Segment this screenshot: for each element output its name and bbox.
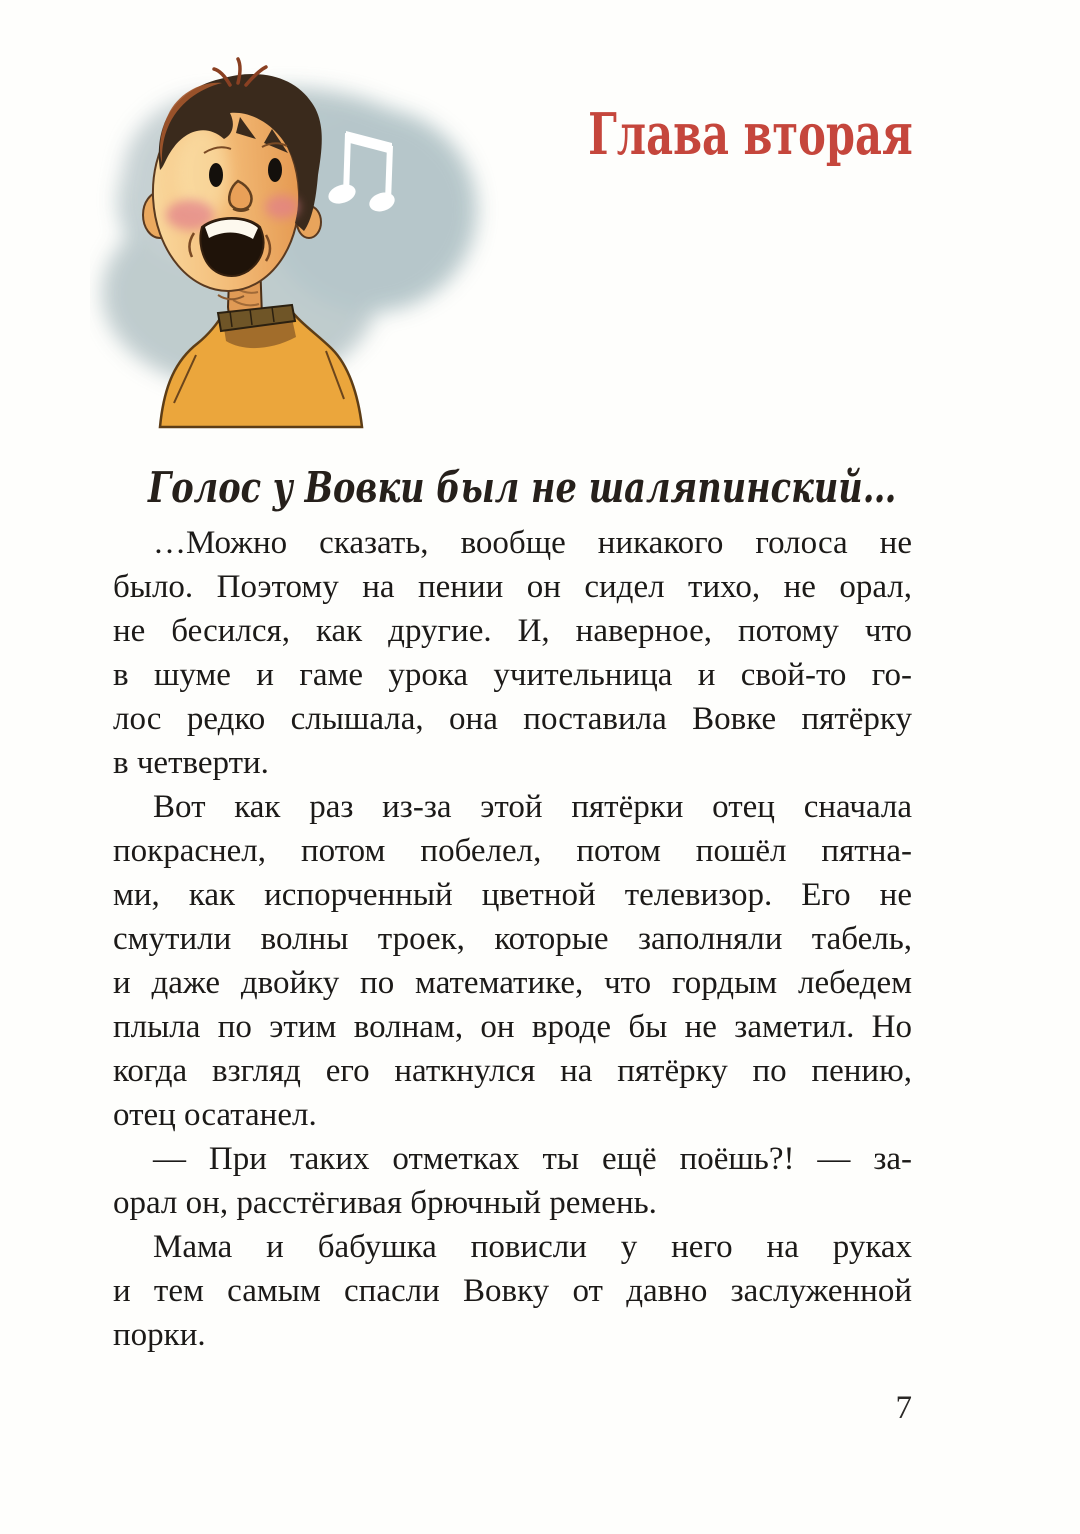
handwritten-subtitle: Голос у Вовки был не шаляпинский… xyxy=(148,463,897,512)
text-line: и даже двойку по математике, что гордым лебедем xyxy=(113,965,912,1001)
text-line: ми, как испорченный цветной телевизор. Его не xyxy=(113,877,912,913)
text-line: плыла по этим волнам, он вроде бы не заметил. Но xyxy=(113,1009,912,1045)
body-text xyxy=(113,521,912,1357)
text-line: покраснел, потом побелел, потом пошёл пятна- xyxy=(113,833,912,869)
paragraph xyxy=(113,1137,912,1225)
page-number: 7 xyxy=(895,1390,912,1426)
text-line: Мама и бабушка повисли у него на руках xyxy=(153,1229,912,1265)
paragraph xyxy=(113,785,912,1137)
text-line: отец осатанел. xyxy=(113,1097,317,1133)
text-line: — При таких отметках ты ещё поёшь?! — за- xyxy=(153,1141,912,1177)
text-line: было. Поэтому на пении он сидел тихо, не орал, xyxy=(113,569,912,605)
text-line: в четверти. xyxy=(113,745,269,781)
singing-boy-illustration xyxy=(90,55,530,430)
text-line: и тем самым спасли Вовку от давно заслуженной xyxy=(113,1273,912,1309)
text-line: …Можно сказать, вообще никакого голоса не xyxy=(153,525,912,561)
chapter-title: Глава вторая xyxy=(588,101,913,168)
text-line: не бесился, как другие. И, наверное, потому что xyxy=(113,613,912,649)
paragraph xyxy=(113,1225,912,1357)
text-line: орал он, расстёгивая брючный ремень. xyxy=(113,1185,657,1221)
paragraph xyxy=(113,521,912,785)
text-line: в шуме и гаме урока учительница и свой-то го- xyxy=(113,657,912,693)
text-line: смутили волны троек, которые заполняли табель, xyxy=(113,921,912,957)
text-line: порки. xyxy=(113,1317,206,1353)
text-line: Вот как раз из-за этой пятёрки отец сначала xyxy=(153,789,912,825)
text-line: когда взгляд его наткнулся на пятёрку по пению, xyxy=(113,1053,912,1089)
text-line: лос редко слышала, она поставила Вовке пятёрку xyxy=(113,701,912,737)
